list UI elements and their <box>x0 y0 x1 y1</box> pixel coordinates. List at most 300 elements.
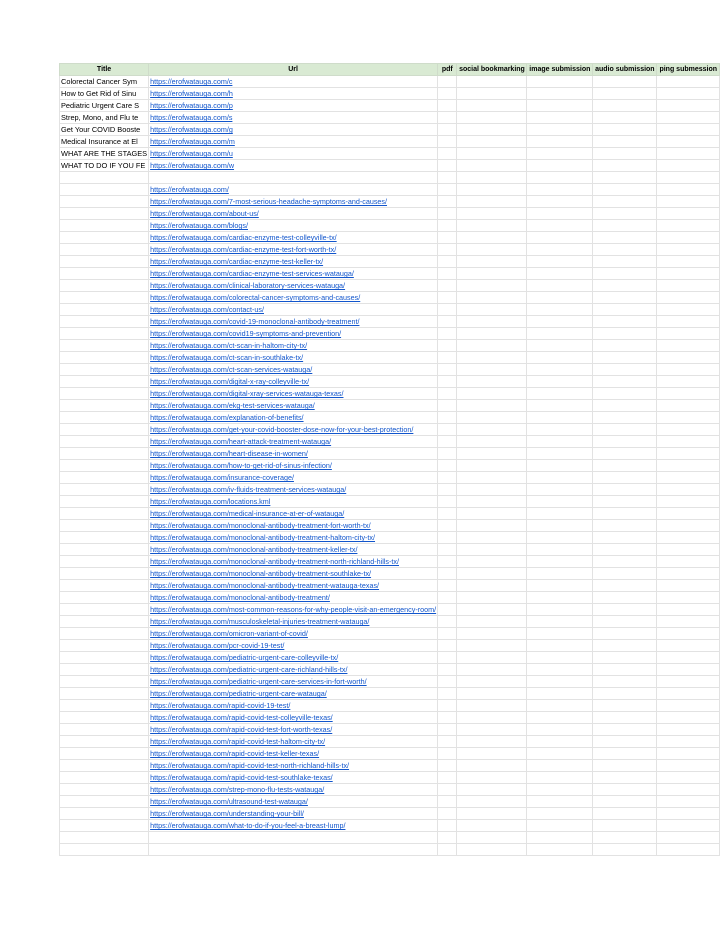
url-cell[interactable] <box>149 484 438 496</box>
audio-submission-cell[interactable] <box>593 592 657 604</box>
image-submission-cell[interactable] <box>527 520 593 532</box>
title-cell[interactable] <box>60 544 149 556</box>
url-link[interactable]: https://erofwatauga.com/c <box>150 77 233 86</box>
url-cell[interactable] <box>149 88 438 100</box>
image-submission-cell[interactable] <box>527 448 593 460</box>
url-cell[interactable] <box>149 712 438 724</box>
ping-submission-cell[interactable] <box>657 304 720 316</box>
url-link[interactable]: https://erofwatauga.com/rapid-covid-test-keller-texas/ <box>150 749 320 758</box>
audio-submission-cell[interactable] <box>593 628 657 640</box>
image-submission-cell[interactable] <box>527 244 593 256</box>
pdf-cell[interactable] <box>438 244 457 256</box>
image-submission-cell[interactable] <box>527 352 593 364</box>
audio-submission-cell[interactable] <box>593 688 657 700</box>
social-bookmarking-cell[interactable] <box>457 424 527 436</box>
social-bookmarking-cell[interactable] <box>457 748 527 760</box>
url-link[interactable]: https://erofwatauga.com/cardiac-enzyme-test-fort-worth-tx/ <box>150 245 337 254</box>
image-submission-cell[interactable] <box>527 256 593 268</box>
pdf-cell[interactable] <box>438 172 457 184</box>
url-link[interactable]: https://erofwatauga.com/covid19-symptoms-and-prevention/ <box>150 329 342 338</box>
title-cell[interactable] <box>60 832 149 844</box>
title-cell[interactable]: WHAT ARE THE STAGES <box>61 149 148 158</box>
ping-submission-cell[interactable] <box>657 376 720 388</box>
pdf-cell[interactable] <box>438 124 457 136</box>
ping-submission-cell[interactable] <box>657 328 720 340</box>
title-cell[interactable] <box>60 484 149 496</box>
image-submission-cell[interactable] <box>527 748 593 760</box>
url-link[interactable]: https://erofwatauga.com/h <box>150 89 233 98</box>
image-submission-cell[interactable] <box>527 652 593 664</box>
social-bookmarking-cell[interactable] <box>457 796 527 808</box>
image-submission-cell[interactable] <box>527 472 593 484</box>
ping-submission-cell[interactable] <box>657 220 720 232</box>
social-bookmarking-cell[interactable] <box>457 76 527 88</box>
url-cell[interactable] <box>149 520 438 532</box>
ping-submission-cell[interactable] <box>657 388 720 400</box>
title-cell[interactable] <box>60 844 149 856</box>
ping-submission-cell[interactable] <box>657 292 720 304</box>
social-bookmarking-cell[interactable] <box>457 412 527 424</box>
audio-submission-cell[interactable] <box>593 148 657 160</box>
pdf-cell[interactable] <box>438 292 457 304</box>
title-cell[interactable] <box>60 796 149 808</box>
url-link[interactable]: https://erofwatauga.com/covid-19-monoclonal-antibody-treatment/ <box>150 317 360 326</box>
url-cell[interactable] <box>149 784 438 796</box>
url-link[interactable]: https://erofwatauga.com/m <box>150 137 235 146</box>
ping-submission-cell[interactable] <box>657 472 720 484</box>
pdf-cell[interactable] <box>438 592 457 604</box>
ping-submission-cell[interactable] <box>657 352 720 364</box>
audio-submission-cell[interactable] <box>593 100 657 112</box>
url-cell[interactable] <box>149 724 438 736</box>
pdf-cell[interactable] <box>438 352 457 364</box>
title-cell[interactable] <box>60 508 149 520</box>
url-link[interactable]: https://erofwatauga.com/ekg-test-services-watauga/ <box>150 401 315 410</box>
title-cell[interactable] <box>60 268 149 280</box>
url-link[interactable]: https://erofwatauga.com/explanation-of-benefits/ <box>150 413 304 422</box>
url-link[interactable]: https://erofwatauga.com/locations.kml <box>150 497 271 506</box>
url-cell[interactable] <box>149 256 438 268</box>
audio-submission-cell[interactable] <box>593 304 657 316</box>
url-cell[interactable] <box>149 676 438 688</box>
social-bookmarking-cell[interactable] <box>457 532 527 544</box>
url-cell[interactable] <box>149 208 438 220</box>
social-bookmarking-cell[interactable] <box>457 280 527 292</box>
audio-submission-cell[interactable] <box>593 88 657 100</box>
audio-submission-cell[interactable] <box>593 508 657 520</box>
audio-submission-cell[interactable] <box>593 388 657 400</box>
url-cell[interactable] <box>149 316 438 328</box>
url-link[interactable]: https://erofwatauga.com/rapid-covid-test-southlake-texas/ <box>150 773 333 782</box>
pdf-cell[interactable] <box>438 556 457 568</box>
url-link[interactable]: https://erofwatauga.com/ultrasound-test-watauga/ <box>150 797 308 806</box>
title-cell[interactable] <box>60 808 149 820</box>
image-submission-cell[interactable] <box>527 820 593 832</box>
ping-submission-cell[interactable] <box>657 268 720 280</box>
title-cell[interactable]: Pediatric Urgent Care S <box>60 100 149 112</box>
social-bookmarking-cell[interactable] <box>457 760 527 772</box>
url-cell[interactable] <box>149 304 438 316</box>
image-submission-cell[interactable] <box>527 136 593 148</box>
social-bookmarking-cell[interactable] <box>457 460 527 472</box>
social-bookmarking-cell[interactable] <box>457 580 527 592</box>
title-cell[interactable] <box>60 184 149 196</box>
audio-submission-cell[interactable] <box>593 568 657 580</box>
url-link[interactable]: https://erofwatauga.com/digital-x-ray-colleyville-tx/ <box>150 377 310 386</box>
ping-submission-cell[interactable] <box>657 100 720 112</box>
title-cell[interactable] <box>60 664 149 676</box>
social-bookmarking-cell[interactable] <box>457 196 527 208</box>
title-cell[interactable] <box>60 316 149 328</box>
url-cell[interactable] <box>149 220 438 232</box>
ping-submission-cell[interactable] <box>657 844 720 856</box>
title-cell[interactable] <box>60 688 149 700</box>
social-bookmarking-cell[interactable] <box>457 724 527 736</box>
ping-submission-cell[interactable] <box>657 724 720 736</box>
image-submission-cell[interactable] <box>527 496 593 508</box>
audio-submission-cell[interactable] <box>593 724 657 736</box>
ping-submission-cell[interactable] <box>657 688 720 700</box>
pdf-cell[interactable] <box>438 424 457 436</box>
title-cell[interactable] <box>60 328 149 340</box>
url-link[interactable]: https://erofwatauga.com/monoclonal-antibody-treatment-keller-tx/ <box>150 545 358 554</box>
url-link[interactable]: https://erofwatauga.com/pediatric-urgent-care-colleyville-tx/ <box>150 653 339 662</box>
url-cell[interactable] <box>149 580 438 592</box>
pdf-cell[interactable] <box>438 280 457 292</box>
image-submission-cell[interactable] <box>527 376 593 388</box>
url-cell[interactable] <box>149 556 438 568</box>
audio-submission-cell[interactable] <box>593 244 657 256</box>
audio-submission-cell[interactable] <box>593 316 657 328</box>
ping-submission-cell[interactable] <box>657 208 720 220</box>
social-bookmarking-cell[interactable] <box>457 124 527 136</box>
title-cell[interactable] <box>60 784 149 796</box>
pdf-cell[interactable] <box>438 664 457 676</box>
social-bookmarking-cell[interactable] <box>457 736 527 748</box>
title-cell[interactable] <box>60 280 149 292</box>
image-submission-cell[interactable] <box>527 556 593 568</box>
pdf-cell[interactable] <box>438 196 457 208</box>
image-submission-cell[interactable] <box>527 76 593 88</box>
image-submission-cell[interactable] <box>527 544 593 556</box>
image-submission-cell[interactable] <box>527 400 593 412</box>
image-submission-cell[interactable] <box>527 172 593 184</box>
social-bookmarking-cell[interactable] <box>457 136 527 148</box>
url-cell[interactable] <box>149 424 438 436</box>
url-link[interactable]: https://erofwatauga.com/how-to-get-rid-of-sinus-infection/ <box>150 461 332 470</box>
social-bookmarking-cell[interactable] <box>457 520 527 532</box>
ping-submission-cell[interactable] <box>657 748 720 760</box>
image-submission-cell[interactable] <box>527 124 593 136</box>
social-bookmarking-cell[interactable] <box>457 604 527 616</box>
social-bookmarking-cell[interactable] <box>457 388 527 400</box>
audio-submission-cell[interactable] <box>593 352 657 364</box>
title-cell[interactable] <box>60 352 149 364</box>
title-cell[interactable] <box>60 208 149 220</box>
url-cell[interactable] <box>149 652 438 664</box>
ping-submission-cell[interactable] <box>657 184 720 196</box>
audio-submission-cell[interactable] <box>593 544 657 556</box>
image-submission-cell[interactable] <box>527 184 593 196</box>
url-cell[interactable] <box>149 820 438 832</box>
pdf-cell[interactable] <box>438 796 457 808</box>
audio-submission-cell[interactable] <box>593 436 657 448</box>
audio-submission-cell[interactable] <box>593 652 657 664</box>
pdf-cell[interactable] <box>438 652 457 664</box>
social-bookmarking-cell[interactable] <box>457 832 527 844</box>
pdf-cell[interactable] <box>438 268 457 280</box>
social-bookmarking-cell[interactable] <box>457 664 527 676</box>
url-cell[interactable] <box>149 172 438 184</box>
url-cell[interactable] <box>149 376 438 388</box>
title-cell[interactable] <box>60 580 149 592</box>
url-cell[interactable] <box>149 772 438 784</box>
image-submission-cell[interactable] <box>527 640 593 652</box>
ping-submission-cell[interactable] <box>657 772 720 784</box>
url-link[interactable]: https://erofwatauga.com/monoclonal-antibody-treatment-watauga-texas/ <box>150 581 380 590</box>
url-link[interactable]: https://erofwatauga.com/heart-attack-treatment-watauga/ <box>150 437 332 446</box>
title-cell[interactable] <box>60 736 149 748</box>
image-submission-cell[interactable] <box>527 232 593 244</box>
url-link[interactable]: https://erofwatauga.com/digital-xray-services-watauga-texas/ <box>150 389 344 398</box>
title-cell[interactable] <box>60 628 149 640</box>
image-submission-cell[interactable] <box>527 460 593 472</box>
url-cell[interactable] <box>149 640 438 652</box>
url-link[interactable]: https://erofwatauga.com/omicron-variant-of-covid/ <box>150 629 308 638</box>
pdf-cell[interactable] <box>438 412 457 424</box>
audio-submission-cell[interactable] <box>593 196 657 208</box>
pdf-cell[interactable] <box>438 760 457 772</box>
url-link[interactable]: https://erofwatauga.com/blogs/ <box>150 221 248 230</box>
social-bookmarking-cell[interactable] <box>457 364 527 376</box>
image-submission-cell[interactable] <box>527 676 593 688</box>
audio-submission-cell[interactable] <box>593 376 657 388</box>
social-bookmarking-cell[interactable] <box>457 676 527 688</box>
pdf-cell[interactable] <box>438 544 457 556</box>
pdf-cell[interactable] <box>438 484 457 496</box>
url-cell[interactable] <box>149 796 438 808</box>
pdf-cell[interactable] <box>438 88 457 100</box>
audio-submission-cell[interactable] <box>593 400 657 412</box>
url-link[interactable]: https://erofwatauga.com/ct-scan-in-haltom-city-tx/ <box>150 341 308 350</box>
ping-submission-cell[interactable] <box>657 760 720 772</box>
url-cell[interactable] <box>149 412 438 424</box>
url-cell[interactable] <box>149 244 438 256</box>
social-bookmarking-cell[interactable] <box>457 184 527 196</box>
title-cell[interactable]: Get Your COVID Booste <box>60 124 149 136</box>
audio-submission-cell[interactable] <box>593 736 657 748</box>
social-bookmarking-cell[interactable] <box>457 160 527 172</box>
url-link[interactable]: https://erofwatauga.com/rapid-covid-test-colleyville-texas/ <box>150 713 333 722</box>
image-submission-cell[interactable] <box>527 340 593 352</box>
social-bookmarking-cell[interactable] <box>457 112 527 124</box>
title-cell[interactable]: How to Get Rid of Sinu <box>60 88 149 100</box>
image-submission-cell[interactable] <box>527 436 593 448</box>
image-submission-cell[interactable] <box>527 664 593 676</box>
pdf-cell[interactable] <box>438 700 457 712</box>
audio-submission-cell[interactable] <box>593 112 657 124</box>
social-bookmarking-cell[interactable] <box>457 376 527 388</box>
url-cell[interactable] <box>149 532 438 544</box>
social-bookmarking-cell[interactable] <box>457 100 527 112</box>
url-link[interactable]: https://erofwatauga.com/monoclonal-antibody-treatment-southlake-tx/ <box>150 569 372 578</box>
title-cell[interactable] <box>60 196 149 208</box>
audio-submission-cell[interactable] <box>593 232 657 244</box>
title-cell[interactable] <box>60 748 149 760</box>
url-link[interactable]: https://erofwatauga.com/u <box>150 149 233 158</box>
social-bookmarking-cell[interactable] <box>457 472 527 484</box>
social-bookmarking-cell[interactable] <box>457 556 527 568</box>
audio-submission-cell[interactable] <box>593 700 657 712</box>
social-bookmarking-cell[interactable] <box>457 568 527 580</box>
pdf-cell[interactable] <box>438 580 457 592</box>
ping-submission-cell[interactable] <box>657 820 720 832</box>
title-cell[interactable] <box>60 172 149 184</box>
url-link[interactable]: https://erofwatauga.com/pcr-covid-19-test/ <box>150 641 285 650</box>
pdf-cell[interactable] <box>438 256 457 268</box>
url-link[interactable]: https://erofwatauga.com/cardiac-enzyme-test-keller-tx/ <box>150 257 324 266</box>
pdf-cell[interactable] <box>438 148 457 160</box>
title-cell[interactable] <box>60 292 149 304</box>
url-link[interactable]: https://erofwatauga.com/what-to-do-if-you-feel-a-breast-lump/ <box>150 821 346 830</box>
social-bookmarking-cell[interactable] <box>457 616 527 628</box>
audio-submission-cell[interactable] <box>593 796 657 808</box>
pdf-cell[interactable] <box>438 184 457 196</box>
audio-submission-cell[interactable] <box>593 220 657 232</box>
social-bookmarking-cell[interactable] <box>457 544 527 556</box>
audio-submission-cell[interactable] <box>593 292 657 304</box>
ping-submission-cell[interactable] <box>657 400 720 412</box>
social-bookmarking-cell[interactable] <box>457 652 527 664</box>
audio-submission-cell[interactable] <box>593 256 657 268</box>
audio-submission-cell[interactable] <box>593 832 657 844</box>
title-cell[interactable] <box>60 400 149 412</box>
url-link[interactable]: https://erofwatauga.com/contact-us/ <box>150 305 264 314</box>
url-link[interactable]: https://erofwatauga.com/rapid-covid-test-north-richland-hills-tx/ <box>150 761 350 770</box>
audio-submission-cell[interactable] <box>593 820 657 832</box>
image-submission-cell[interactable] <box>527 268 593 280</box>
title-cell[interactable] <box>60 652 149 664</box>
pdf-cell[interactable] <box>438 820 457 832</box>
title-cell[interactable] <box>60 424 149 436</box>
image-submission-cell[interactable] <box>527 148 593 160</box>
url-link[interactable]: https://erofwatauga.com/rapid-covid-test-haltom-city-tx/ <box>150 737 326 746</box>
ping-submission-cell[interactable] <box>657 244 720 256</box>
url-cell[interactable] <box>149 76 438 88</box>
ping-submission-cell[interactable] <box>657 580 720 592</box>
ping-submission-cell[interactable] <box>657 76 720 88</box>
social-bookmarking-cell[interactable] <box>457 628 527 640</box>
image-submission-cell[interactable] <box>527 712 593 724</box>
url-cell[interactable] <box>149 508 438 520</box>
audio-submission-cell[interactable] <box>593 424 657 436</box>
url-link[interactable]: https://erofwatauga.com/pediatric-urgent-care-services-in-fort-worth/ <box>150 677 367 686</box>
audio-submission-cell[interactable] <box>593 160 657 172</box>
url-link[interactable]: https://erofwatauga.com/iv-fluids-treatment-services-watauga/ <box>150 485 347 494</box>
url-link[interactable]: https://erofwatauga.com/ct-scan-services-watauga/ <box>150 365 313 374</box>
title-cell[interactable] <box>60 568 149 580</box>
audio-submission-cell[interactable] <box>593 496 657 508</box>
url-cell[interactable] <box>149 736 438 748</box>
url-cell[interactable] <box>149 460 438 472</box>
social-bookmarking-cell[interactable] <box>457 400 527 412</box>
pdf-cell[interactable] <box>438 784 457 796</box>
url-cell[interactable] <box>149 592 438 604</box>
image-submission-cell[interactable] <box>527 604 593 616</box>
ping-submission-cell[interactable] <box>657 520 720 532</box>
title-cell[interactable] <box>60 256 149 268</box>
social-bookmarking-cell[interactable] <box>457 340 527 352</box>
url-link[interactable]: https://erofwatauga.com/strep-mono-flu-tests-watauga/ <box>150 785 325 794</box>
ping-submission-cell[interactable] <box>657 88 720 100</box>
pdf-cell[interactable] <box>438 328 457 340</box>
title-cell[interactable] <box>60 592 149 604</box>
social-bookmarking-cell[interactable] <box>457 700 527 712</box>
image-submission-cell[interactable] <box>527 316 593 328</box>
image-submission-cell[interactable] <box>527 196 593 208</box>
audio-submission-cell[interactable] <box>593 784 657 796</box>
title-cell[interactable]: Colorectal Cancer Sym <box>60 76 149 88</box>
url-cell[interactable] <box>149 184 438 196</box>
title-cell[interactable]: Strep, Mono, and Flu te <box>60 112 149 124</box>
title-cell[interactable] <box>60 232 149 244</box>
url-cell[interactable] <box>149 100 438 112</box>
image-submission-cell[interactable] <box>527 208 593 220</box>
url-cell[interactable] <box>149 196 438 208</box>
audio-submission-cell[interactable] <box>593 664 657 676</box>
image-submission-cell[interactable] <box>527 616 593 628</box>
url-cell[interactable] <box>149 292 438 304</box>
audio-submission-cell[interactable] <box>593 556 657 568</box>
social-bookmarking-cell[interactable] <box>457 508 527 520</box>
audio-submission-cell[interactable] <box>593 808 657 820</box>
ping-submission-cell[interactable] <box>657 340 720 352</box>
pdf-cell[interactable] <box>438 568 457 580</box>
image-submission-cell[interactable] <box>527 412 593 424</box>
url-link[interactable]: https://erofwatauga.com/p <box>150 101 233 110</box>
title-cell[interactable] <box>60 436 149 448</box>
title-cell[interactable] <box>60 340 149 352</box>
ping-submission-cell[interactable] <box>657 544 720 556</box>
url-link[interactable]: https://erofwatauga.com/monoclonal-antibody-treatment-fort-worth-tx/ <box>150 521 371 530</box>
title-cell[interactable] <box>60 604 149 616</box>
url-cell[interactable] <box>149 664 438 676</box>
pdf-cell[interactable] <box>438 724 457 736</box>
ping-submission-cell[interactable] <box>657 832 720 844</box>
url-cell[interactable] <box>149 616 438 628</box>
audio-submission-cell[interactable] <box>593 712 657 724</box>
pdf-cell[interactable] <box>438 496 457 508</box>
title-cell[interactable] <box>60 724 149 736</box>
url-link[interactable]: https://erofwatauga.com/musculoskeletal-injuries-treatment-watauga/ <box>150 617 370 626</box>
audio-submission-cell[interactable] <box>593 76 657 88</box>
pdf-cell[interactable] <box>438 340 457 352</box>
url-link[interactable]: https://erofwatauga.com/pediatric-urgent-care-richland-hills-tx/ <box>150 665 348 674</box>
url-link[interactable]: https://erofwatauga.com/medical-insurance-at-er-of-watauga/ <box>150 509 345 518</box>
pdf-cell[interactable] <box>438 532 457 544</box>
url-cell[interactable] <box>149 112 438 124</box>
social-bookmarking-cell[interactable] <box>457 496 527 508</box>
ping-submission-cell[interactable] <box>657 628 720 640</box>
pdf-cell[interactable] <box>438 448 457 460</box>
social-bookmarking-cell[interactable] <box>457 484 527 496</box>
title-cell[interactable] <box>60 772 149 784</box>
ping-submission-cell[interactable] <box>657 364 720 376</box>
image-submission-cell[interactable] <box>527 592 593 604</box>
pdf-cell[interactable] <box>438 640 457 652</box>
ping-submission-cell[interactable] <box>657 112 720 124</box>
title-cell[interactable] <box>60 496 149 508</box>
